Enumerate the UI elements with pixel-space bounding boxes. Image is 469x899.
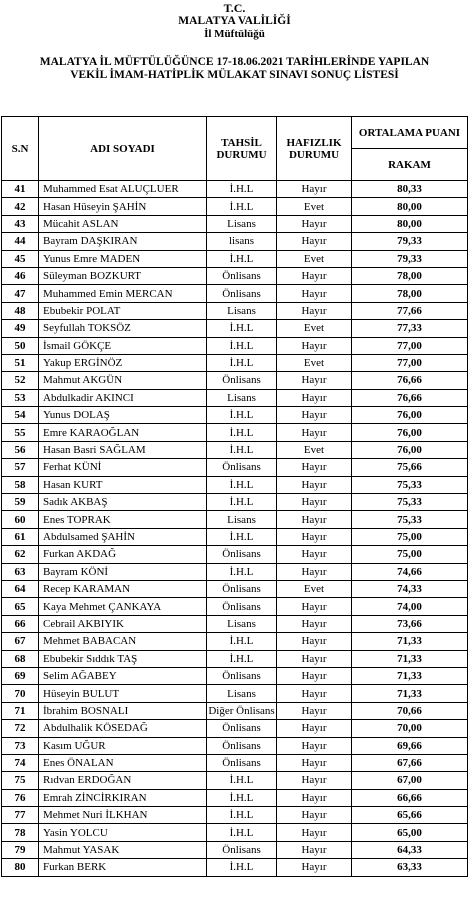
row-score: 75,33 [352,494,468,511]
row-education: İ.H.L [207,563,277,580]
row-name: Ebubekir Sıddık TAŞ [39,650,207,667]
header-name: ADI SOYADI [39,117,207,181]
table-row [2,337,468,354]
row-sn: 71 [2,702,39,719]
row-hafiz: Evet [277,354,352,371]
row-score: 71,33 [352,650,468,667]
row-education: İ.H.L [207,772,277,789]
results-table [1,116,468,877]
row-education: Lisans [207,511,277,528]
row-sn: 53 [2,389,39,406]
table-row [2,215,468,232]
row-education: İ.H.L [207,250,277,267]
row-education: İ.H.L [207,859,277,876]
row-education: İ.H.L [207,181,277,198]
row-name: Yunus Emre MADEN [39,250,207,267]
row-name: Hasan Hüseyin ŞAHİN [39,198,207,215]
row-hafiz: Hayır [277,737,352,754]
table-row [2,372,468,389]
table-row [2,302,468,319]
row-sn: 72 [2,720,39,737]
table-row [2,563,468,580]
row-name: Muhammed Emin MERCAN [39,285,207,302]
row-hafiz: Hayır [277,233,352,250]
row-hafiz: Hayır [277,841,352,858]
row-education: Lisans [207,302,277,319]
row-education: İ.H.L [207,528,277,545]
document-title-line-1: MALATYA İL MÜFTÜLÜĞÜNCE 17-18.06.2021 TARİHLERİNDE YAPILAN [39,56,430,68]
row-hafiz: Hayır [277,494,352,511]
row-name: Abdulkadir AKINCI [39,389,207,406]
table-row [2,772,468,789]
row-name: Abdulsamed ŞAHİN [39,528,207,545]
row-hafiz: Hayır [277,720,352,737]
row-hafiz: Hayır [277,772,352,789]
row-score: 69,66 [352,737,468,754]
table-row [2,824,468,841]
row-name: Emre KARAOĞLAN [39,424,207,441]
table-row [2,459,468,476]
row-hafiz: Evet [277,250,352,267]
table-row [2,720,468,737]
row-hafiz: Hayır [277,563,352,580]
row-sn: 55 [2,424,39,441]
row-sn: 61 [2,528,39,545]
row-score: 75,00 [352,528,468,545]
header-education-line-2: DURUMU [216,148,267,161]
row-score: 76,66 [352,372,468,389]
row-sn: 80 [2,859,39,876]
row-hafiz: Hayır [277,546,352,563]
row-score: 74,33 [352,580,468,597]
row-name: Hasan KURT [39,476,207,493]
row-sn: 62 [2,546,39,563]
row-sn: 43 [2,215,39,232]
row-hafiz: Hayır [277,389,352,406]
row-hafiz: Hayır [277,859,352,876]
row-sn: 56 [2,441,39,458]
row-education: İ.H.L [207,424,277,441]
row-name: Emrah ZİNCİRKIRAN [39,789,207,806]
row-education: İ.H.L [207,807,277,824]
row-education: Önlisans [207,598,277,615]
table-row [2,285,468,302]
row-hafiz: Hayır [277,685,352,702]
row-name: Abdulhalik KÖSEDAĞ [39,720,207,737]
row-score: 64,33 [352,841,468,858]
row-sn: 76 [2,789,39,806]
table-row [2,511,468,528]
row-sn: 51 [2,354,39,371]
row-name: Mahmut AKGÜN [39,372,207,389]
row-name: Selim AĞABEY [39,667,207,684]
row-hafiz: Hayır [277,424,352,441]
row-sn: 78 [2,824,39,841]
document-header [0,0,469,82]
row-name: Yunus DOLAŞ [39,407,207,424]
row-score: 70,00 [352,720,468,737]
row-name: Sadık AKBAŞ [39,494,207,511]
row-score: 80,00 [352,215,468,232]
row-score: 79,33 [352,233,468,250]
row-sn: 66 [2,615,39,632]
row-score: 74,66 [352,563,468,580]
row-sn: 49 [2,320,39,337]
table-row [2,789,468,806]
row-education: Önlisans [207,459,277,476]
row-education: İ.H.L [207,441,277,458]
row-education: İ.H.L [207,650,277,667]
row-hafiz: Hayır [277,615,352,632]
row-hafiz: Hayır [277,215,352,232]
row-score: 75,00 [352,546,468,563]
table-row [2,580,468,597]
row-hafiz: Hayır [277,667,352,684]
row-name: Muhammed Esat ALUÇLUER [39,181,207,198]
row-score: 76,66 [352,389,468,406]
row-name: Kaya Mehmet ÇANKAYA [39,598,207,615]
table-row [2,737,468,754]
row-score: 71,33 [352,633,468,650]
row-hafiz: Hayır [277,372,352,389]
row-hafiz: Hayır [277,285,352,302]
table-row [2,650,468,667]
table-row [2,859,468,876]
row-education: Önlisans [207,580,277,597]
row-score: 76,00 [352,407,468,424]
row-sn: 47 [2,285,39,302]
row-hafiz: Hayır [277,807,352,824]
row-score: 75,33 [352,476,468,493]
table-row [2,267,468,284]
row-name: Rıdvan ERDOĞAN [39,772,207,789]
row-sn: 64 [2,580,39,597]
row-education: İ.H.L [207,198,277,215]
row-hafiz: Hayır [277,528,352,545]
row-education: lisans [207,233,277,250]
row-hafiz: Hayır [277,754,352,771]
row-hafiz: Hayır [277,407,352,424]
row-education: Lisans [207,685,277,702]
row-score: 73,66 [352,615,468,632]
row-sn: 65 [2,598,39,615]
row-score: 77,00 [352,354,468,371]
row-education: İ.H.L [207,354,277,371]
row-score: 77,33 [352,320,468,337]
row-sn: 68 [2,650,39,667]
row-hafiz: Evet [277,320,352,337]
row-hafiz: Hayır [277,702,352,719]
row-education: İ.H.L [207,824,277,841]
row-name: Ferhat KÜNİ [39,459,207,476]
row-education: Önlisans [207,285,277,302]
table-row [2,841,468,858]
table-row [2,494,468,511]
row-sn: 46 [2,267,39,284]
header-tc: T.C. [223,1,246,15]
row-score: 67,66 [352,754,468,771]
table-row [2,389,468,406]
table-row [2,546,468,563]
row-education: İ.H.L [207,407,277,424]
row-sn: 42 [2,198,39,215]
row-hafiz: Hayır [277,337,352,354]
row-education: Lisans [207,215,277,232]
row-education: Lisans [207,389,277,406]
row-score: 78,00 [352,267,468,284]
row-education: Önlisans [207,546,277,563]
row-education: İ.H.L [207,494,277,511]
table-row [2,702,468,719]
row-score: 65,66 [352,807,468,824]
row-sn: 52 [2,372,39,389]
row-name: Mücahit ASLAN [39,215,207,232]
row-sn: 79 [2,841,39,858]
row-name: Enes ÖNALAN [39,754,207,771]
row-hafiz: Hayır [277,824,352,841]
row-education: İ.H.L [207,476,277,493]
row-name: Hüseyin BULUT [39,685,207,702]
row-name: Furkan AKDAĞ [39,546,207,563]
row-education: Önlisans [207,841,277,858]
row-score: 67,00 [352,772,468,789]
row-sn: 60 [2,511,39,528]
header-sn: S.N [2,117,39,181]
row-sn: 41 [2,181,39,198]
row-name: Hasan Basri SAĞLAM [39,441,207,458]
row-score: 75,66 [352,459,468,476]
row-score: 65,00 [352,824,468,841]
row-name: Ebubekir POLAT [39,302,207,319]
row-name: İsmail GÖKÇE [39,337,207,354]
row-score: 80,00 [352,198,468,215]
row-name: Enes TOPRAK [39,511,207,528]
header-hafiz-line-2: DURUMU [288,148,340,161]
table-row [2,198,468,215]
table-row [2,181,468,198]
table-row [2,615,468,632]
row-hafiz: Hayır [277,302,352,319]
table-row [2,441,468,458]
header-education [207,117,277,181]
table-row [2,685,468,702]
row-score: 74,00 [352,598,468,615]
row-score: 66,66 [352,789,468,806]
table-row [2,528,468,545]
row-sn: 54 [2,407,39,424]
row-sn: 50 [2,337,39,354]
table-row [2,807,468,824]
header-hafiz-line-1: HAFIZLIK [286,136,342,149]
row-education: İ.H.L [207,633,277,650]
row-education: Önlisans [207,267,277,284]
row-score: 63,33 [352,859,468,876]
row-name: Yasin YOLCU [39,824,207,841]
row-education: İ.H.L [207,789,277,806]
document-title-line-2: VEKİL İMAM-HATİPLİK MÜLAKAT SINAVI SONUÇ LİSTESİ [70,69,399,81]
row-education: Önlisans [207,372,277,389]
row-education: Diğer Önlisans [207,702,277,719]
row-sn: 69 [2,667,39,684]
row-score: 77,00 [352,337,468,354]
row-education: Önlisans [207,720,277,737]
row-name: Seyfullah TOKSÖZ [39,320,207,337]
row-hafiz: Hayır [277,459,352,476]
row-sn: 77 [2,807,39,824]
row-sn: 58 [2,476,39,493]
row-score: 70,66 [352,702,468,719]
row-name: Mahmut YASAK [39,841,207,858]
table-row [2,424,468,441]
row-score: 76,00 [352,424,468,441]
row-sn: 70 [2,685,39,702]
table-row [2,476,468,493]
table-row [2,754,468,771]
row-education: Önlisans [207,754,277,771]
header-score-figure: RAKAM [352,149,468,181]
row-hafiz: Hayır [277,267,352,284]
row-hafiz: Hayır [277,789,352,806]
header-average-score: ORTALAMA PUANI [352,117,468,149]
table-row [2,667,468,684]
row-score: 71,33 [352,667,468,684]
row-sn: 48 [2,302,39,319]
row-name: Furkan BERK [39,859,207,876]
row-education: Lisans [207,615,277,632]
row-score: 76,00 [352,441,468,458]
row-education: Önlisans [207,667,277,684]
row-name: Recep KARAMAN [39,580,207,597]
row-score: 80,33 [352,181,468,198]
row-score: 75,33 [352,511,468,528]
row-hafiz: Evet [277,441,352,458]
row-sn: 44 [2,233,39,250]
row-name: Bayram DAŞKIRAN [39,233,207,250]
row-hafiz: Hayır [277,598,352,615]
row-name: Mehmet BABACAN [39,633,207,650]
row-sn: 67 [2,633,39,650]
row-sn: 75 [2,772,39,789]
row-name: Yakup ERGİNÖZ [39,354,207,371]
row-sn: 63 [2,563,39,580]
row-name: Süleyman BOZKURT [39,267,207,284]
table-row [2,354,468,371]
table-row [2,250,468,267]
row-score: 71,33 [352,685,468,702]
table-row [2,633,468,650]
row-sn: 57 [2,459,39,476]
header-education-line-1: TAHSİL [221,136,262,149]
row-hafiz: Evet [277,198,352,215]
row-hafiz: Hayır [277,633,352,650]
row-name: Mehmet Nuri İLKHAN [39,807,207,824]
table-row [2,598,468,615]
table-row [2,407,468,424]
row-sn: 74 [2,754,39,771]
table-row [2,233,468,250]
row-education: İ.H.L [207,337,277,354]
table-row [2,320,468,337]
row-score: 78,00 [352,285,468,302]
row-sn: 73 [2,737,39,754]
row-hafiz: Hayır [277,181,352,198]
row-hafiz: Hayır [277,650,352,667]
row-hafiz: Hayır [277,511,352,528]
row-name: İbrahim BOSNALI [39,702,207,719]
row-education: İ.H.L [207,320,277,337]
row-name: Bayram KÖNİ [39,563,207,580]
row-hafiz: Hayır [277,476,352,493]
header-mufti-office: İl Müftülüğü [204,28,265,40]
row-score: 77,66 [352,302,468,319]
header-hafiz [277,117,352,181]
row-sn: 59 [2,494,39,511]
row-score: 79,33 [352,250,468,267]
row-hafiz: Evet [277,580,352,597]
header-governorship: MALATYA VALİLİĞİ [178,15,291,27]
row-sn: 45 [2,250,39,267]
row-name: Cebrail AKBIYIK [39,615,207,632]
row-name: Kasım UĞUR [39,737,207,754]
row-education: Önlisans [207,737,277,754]
